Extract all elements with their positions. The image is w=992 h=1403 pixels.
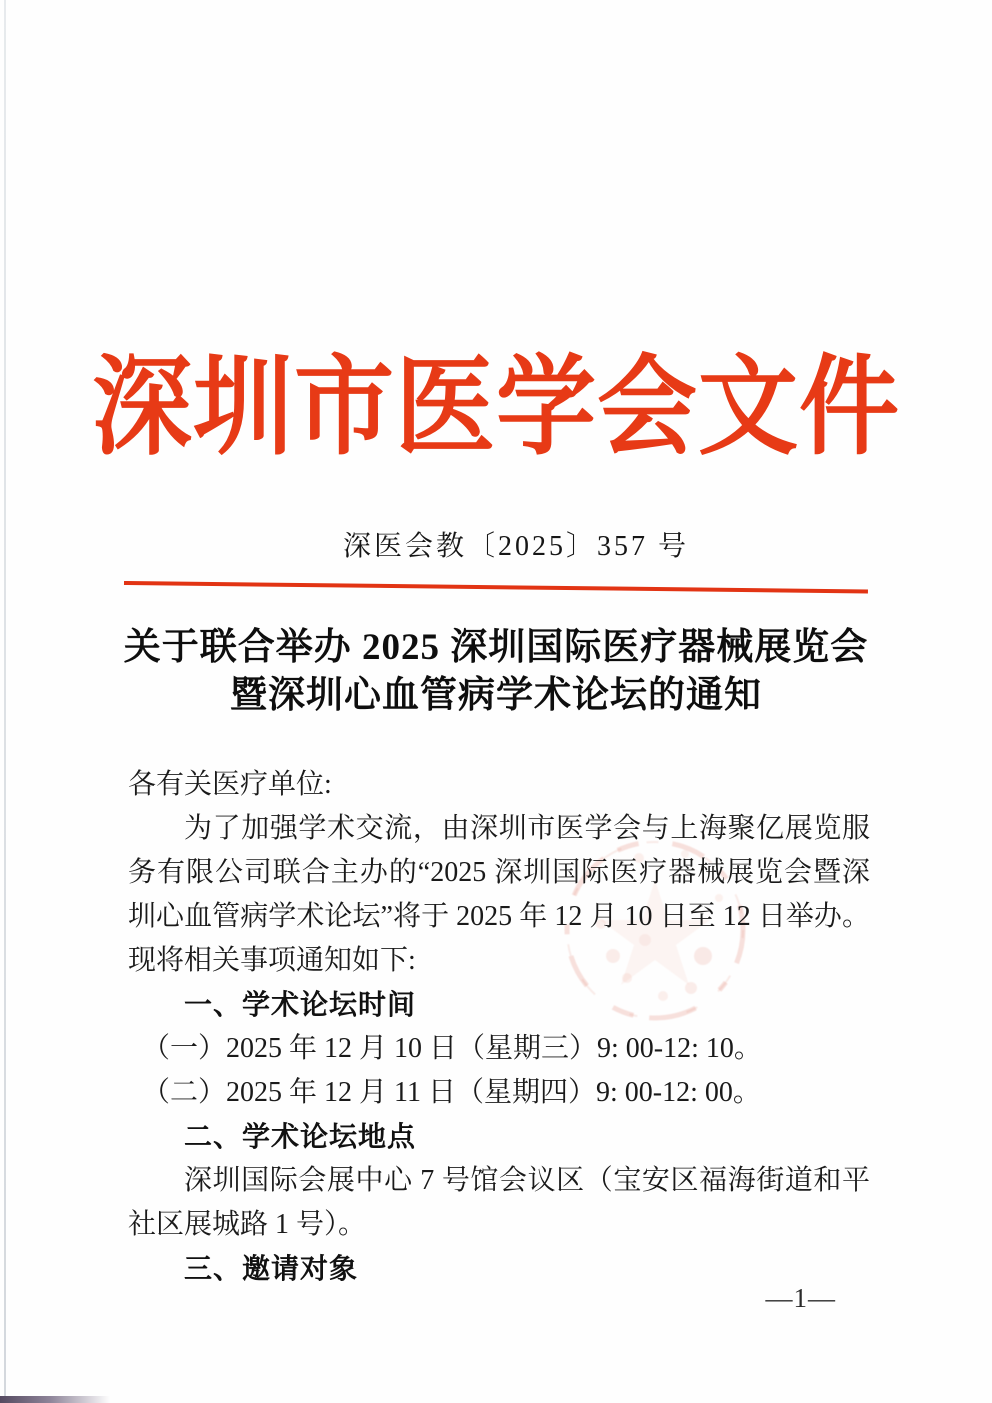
section-heading-time: 一、学术论坛时间 — [184, 989, 417, 1020]
notice-title — [0, 624, 992, 720]
red-divider-line — [124, 581, 868, 593]
section-heading-invitees: 三、邀请对象 — [184, 1253, 359, 1284]
notice-title-line1: 关于联合举办 2025 深圳国际医疗器械展览会 — [123, 627, 869, 668]
venue-paragraph: 深圳国际会展中心 7 号馆会议区（宝安区福海街道和平社区展城路 1 号）。 — [128, 1165, 870, 1240]
notice-body — [128, 763, 870, 1291]
time-item-1: （一）2025 年 12 月 10 日（星期三）9: 00-12: 10。 — [142, 1033, 762, 1064]
document-number: 深医会教〔2025〕357 号 — [342, 531, 689, 562]
salutation: 各有关医疗单位: — [128, 769, 332, 800]
time-item-2: （二）2025 年 12 月 11 日（星期四）9: 00-12: 00。 — [142, 1077, 761, 1108]
page-number: —1— — [765, 1283, 836, 1313]
section-heading-venue: 二、学术论坛地点 — [184, 1121, 417, 1152]
notice-title-line2: 暨深圳心血管病学术论坛的通知 — [230, 675, 762, 716]
intro-paragraph: 为了加强学术交流，由深圳市医学会与上海聚亿展览服务有限公司联合主办的“2025 深圳国际医疗器械展览会暨深圳心血管病学术论坛”将于 2025 年 12 月 10 日至 12 日举办。现将相关事项通知如下: — [128, 813, 870, 976]
scan-bottom-edge-artifact — [0, 1396, 110, 1403]
letterhead-title: 深圳市医学会文件 — [92, 348, 900, 468]
